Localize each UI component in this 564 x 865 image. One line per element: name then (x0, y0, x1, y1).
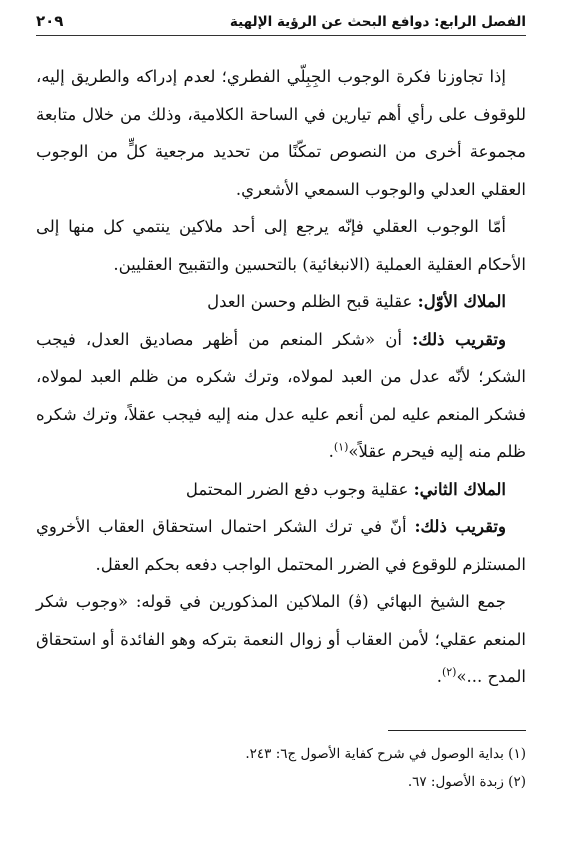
paragraph (36, 208, 526, 283)
paragraph-text: إذا تجاوزنا فكرة الوجوب الجِبِلّي الفطري؛ لعدم إدراكه والطريق إليه، للوقوف على رأي أهم تيارين في الساحة الكلامية، وذلك من خلال متابعة مجموعة أخرى من النصوص تمكّنًا من تحديد مرجعية كلٍّ من الوجوب العقلي العدلي والوجوب السمعي الأشعري. (36, 67, 526, 199)
explanation-label: وتقريب ذلك: (414, 517, 506, 536)
sentence-end: . (328, 442, 334, 461)
criterion-heading (36, 283, 526, 321)
criterion-label: الملاك الأوّل: (417, 292, 506, 311)
footnote-ref[interactable]: (٢) (441, 665, 457, 679)
chapter-title: الفصل الرابع: دوافع البحث عن الرؤية الإلهية (229, 14, 526, 30)
explanation-label: وتقريب ذلك: (412, 329, 506, 349)
footnote-ref[interactable]: (١) (333, 440, 349, 454)
paragraph (36, 58, 526, 208)
criterion-heading (36, 471, 526, 509)
paragraph (36, 321, 526, 471)
running-header (36, 0, 526, 36)
main-text (36, 58, 526, 696)
paragraph-text: أن «شكر المنعم من أظهر مصاديق العدل، فيجب الشكر؛ لأنّه عدل من العبد لمولاه، وترك شكره من ظلم العبد لمولاه، فشكر المنعم عليه لمن أنعم عليه عدل منه إليه فيجب عقلاً، وترك شكره ظلم منه إليه فيحرم عقلاً» (36, 329, 526, 461)
paragraph-text: أمّا الوجوب العقلي فإنّه يرجع إلى أحد ملاكين ينتمي كل منها إلى الأحكام العقلية العملية (الانبغائية) بالتحسين والتقبيح العقليين. (36, 217, 526, 274)
criterion-label: الملاك الثاني: (413, 479, 506, 499)
page-number: ٢٠٩ (36, 12, 64, 30)
footnote: (٢) زبدة الأصول: ٦٧. (407, 774, 526, 790)
footnote-divider (388, 730, 526, 731)
criterion-text: عقلية وجوب دفع الضرر المحتمل (185, 479, 414, 499)
sentence-end: . (436, 667, 442, 686)
paragraph (36, 508, 526, 583)
criterion-text: عقلية قبح الظلم وحسن العدل (207, 292, 418, 311)
footnote: (١) بداية الوصول في شرح كفاية الأصول ج٦: ٢٤٣. (245, 746, 526, 762)
paragraph-text: جمع الشيخ البهائي (ﭬ) الملاكين المذكورين في قوله: «وجوب شكر المنعم عقلي؛ لأمن العقاب أو زوال النعمة بتركه وهو الفائدة أو استحقاق المدح ...» (36, 592, 526, 686)
paragraph (36, 583, 526, 696)
footnotes (36, 740, 526, 796)
paragraph-text: أنّ في ترك الشكر احتمال استحقاق العقاب الأخروي المستلزم للوقوع في الضرر المحتمل الواجب دفعه بحكم العقل. (36, 517, 526, 574)
